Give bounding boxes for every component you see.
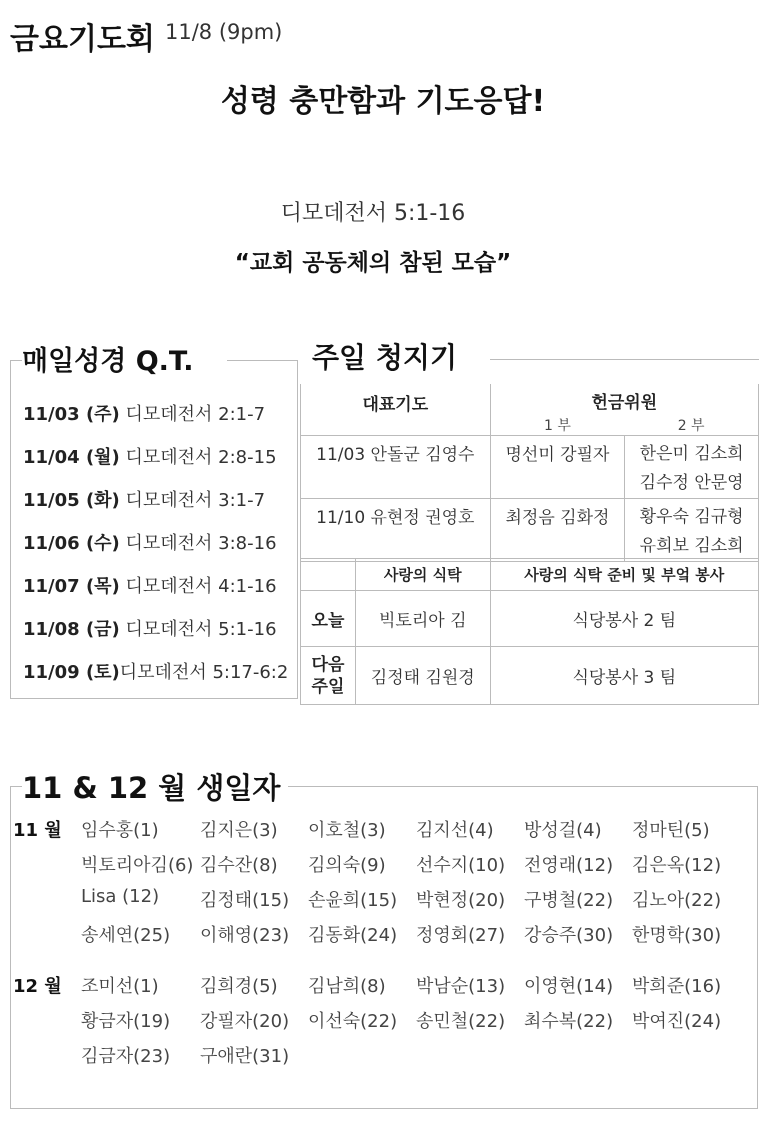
birthday-name: 이선숙(22) — [308, 1011, 398, 1032]
qt-passage: 디모데전서 3:1-7 — [119, 490, 266, 511]
birthday-name: 김동화(24) — [308, 925, 398, 946]
qt-passage: 디모데전서 2:8-15 — [119, 447, 277, 468]
sunday-title-rule — [490, 359, 759, 360]
birthday-name: 전영래(12) — [524, 855, 614, 876]
birthday-name: 김수잔(8) — [200, 855, 278, 876]
qt-passage: 디모데전서 2:1-7 — [119, 404, 266, 425]
birthday-name: 김금자(23) — [81, 1046, 171, 1067]
qt-date: 11/06 (수) — [23, 533, 120, 554]
qt-date: 11/04 (월) — [23, 447, 120, 468]
birthday-name: 박남순(13) — [416, 976, 506, 997]
birthday-name: 박희준(16) — [632, 976, 722, 997]
birthday-name: 이해영(23) — [200, 925, 290, 946]
birthday-name: 구병철(22) — [524, 890, 614, 911]
birthday-name: Lisa (12) — [81, 886, 160, 907]
birthday-name: 박여진(24) — [632, 1011, 722, 1032]
qt-title: 매일성경 Q.T. — [22, 339, 200, 378]
birthday-box-top-edge-right — [279, 786, 758, 787]
next-label-line: 다음 — [311, 654, 345, 675]
birthday-title: 11 & 12 월 생일자 — [22, 766, 288, 807]
birthday-name: 김의숙(9) — [308, 855, 386, 876]
offering-parts — [491, 415, 758, 435]
page-title: 금요기도회 — [10, 22, 155, 57]
next-love: 김정태 김원경 — [355, 647, 490, 705]
qt-date: 11/07 (목) — [23, 576, 120, 597]
december-label: 12 월 — [13, 976, 62, 997]
offering-part2-line: 황우숙 김규형 — [639, 507, 744, 527]
birthday-name: 이호철(3) — [308, 820, 386, 841]
birthday-name: 김노아(22) — [632, 890, 722, 911]
love-header: 사랑의 식탁 — [355, 559, 490, 591]
qt-date: 11/08 (금) — [23, 619, 120, 640]
birthday-name: 강승주(30) — [524, 925, 614, 946]
offering-part2-line: 한은미 김소희 — [639, 444, 744, 464]
birthday-name: 황금자(19) — [81, 1011, 171, 1032]
qt-row — [23, 529, 277, 555]
qt-row — [23, 658, 288, 684]
birthday-name: 선수지(10) — [416, 855, 506, 876]
offering-part1-cell: 명선미 강필자 — [490, 436, 625, 499]
love-table — [300, 558, 759, 705]
qt-box — [10, 360, 298, 699]
birthday-name: 정마틴(5) — [632, 820, 710, 841]
scripture-reference: 디모데전서 5:1-16 — [280, 201, 466, 226]
sermon-title: “교회 공동체의 참된 모습” — [234, 250, 512, 276]
offering-part1-cell: 최정음 김화정 — [490, 499, 625, 562]
birthday-name: 조미선(1) — [81, 976, 159, 997]
offering-header: 헌금위원 — [591, 393, 658, 413]
love-table-corner — [301, 559, 356, 591]
qt-row — [23, 443, 277, 469]
birthday-name: 한명학(30) — [632, 925, 722, 946]
birthday-name: 구애란(31) — [200, 1046, 290, 1067]
birthday-name: 최수복(22) — [524, 1011, 614, 1032]
birthday-name: 빅토리아김(6) — [81, 855, 194, 876]
today-label: 오늘 — [301, 591, 356, 647]
november-label: 11 월 — [13, 820, 62, 841]
offering-header-cell — [490, 384, 758, 436]
offering-part2-line: 유희보 김소희 — [639, 536, 744, 556]
prayer-header: 대표기도 — [301, 384, 491, 436]
qt-row — [23, 486, 265, 512]
birthday-name: 정영회(27) — [416, 925, 506, 946]
birthday-name: 송세연(25) — [81, 925, 171, 946]
service-date: 11/8 (9pm) — [165, 20, 283, 44]
qt-date: 11/09 (토) — [23, 662, 120, 683]
qt-passage: 디모데전서 5:1-16 — [119, 619, 277, 640]
birthday-name: 임수홍(1) — [81, 820, 159, 841]
birthday-name: 손윤희(15) — [308, 890, 398, 911]
birthday-name: 송민철(22) — [416, 1011, 506, 1032]
next-label-line: 주일 — [311, 676, 345, 697]
prayer-cell: 11/03 안돌군 김영수 — [301, 436, 491, 499]
qt-row — [23, 615, 277, 641]
qt-date: 11/03 (주) — [23, 404, 120, 425]
sunday-title: 주일 청지기 — [308, 336, 469, 376]
next-label — [301, 647, 356, 705]
qt-passage: 디모데전서 5:17-6:2 — [119, 662, 289, 683]
birthday-name: 김지선(4) — [416, 820, 494, 841]
birthday-name: 방성걸(4) — [524, 820, 602, 841]
birthday-name: 김은옥(12) — [632, 855, 722, 876]
today-prep: 식당봉사 2 팀 — [490, 591, 758, 647]
offering-part2-cell — [625, 436, 759, 499]
birthday-name: 강필자(20) — [200, 1011, 290, 1032]
birthday-box — [10, 786, 758, 1109]
qt-row — [23, 572, 277, 598]
qt-box-top-edge-right — [227, 360, 298, 361]
today-love: 빅토리아 김 — [355, 591, 490, 647]
birthday-name: 김남희(8) — [308, 976, 386, 997]
qt-date: 11/05 (화) — [23, 490, 120, 511]
qt-row — [23, 400, 265, 426]
part1-label: 1 부 — [544, 418, 571, 434]
part2-label: 2 부 — [677, 418, 705, 434]
birthday-name: 이영현(14) — [524, 976, 614, 997]
prep-header: 사랑의 식탁 준비 및 부엌 봉사 — [490, 559, 758, 591]
birthday-name: 박현정(20) — [416, 890, 506, 911]
birthday-name: 김희경(5) — [200, 976, 278, 997]
birthday-name: 김정태(15) — [200, 890, 290, 911]
birthday-name: 김지은(3) — [200, 820, 278, 841]
sunday-steward-table — [300, 384, 759, 562]
headline: 성령 충만함과 기도응답! — [220, 84, 546, 119]
offering-part2-cell — [625, 499, 759, 562]
offering-part2-line: 김수정 안문영 — [639, 473, 744, 493]
qt-passage: 디모데전서 3:8-16 — [119, 533, 277, 554]
qt-passage: 디모데전서 4:1-16 — [119, 576, 277, 597]
prayer-cell: 11/10 유현정 권영호 — [301, 499, 491, 562]
next-prep: 식당봉사 3 팀 — [490, 647, 758, 705]
